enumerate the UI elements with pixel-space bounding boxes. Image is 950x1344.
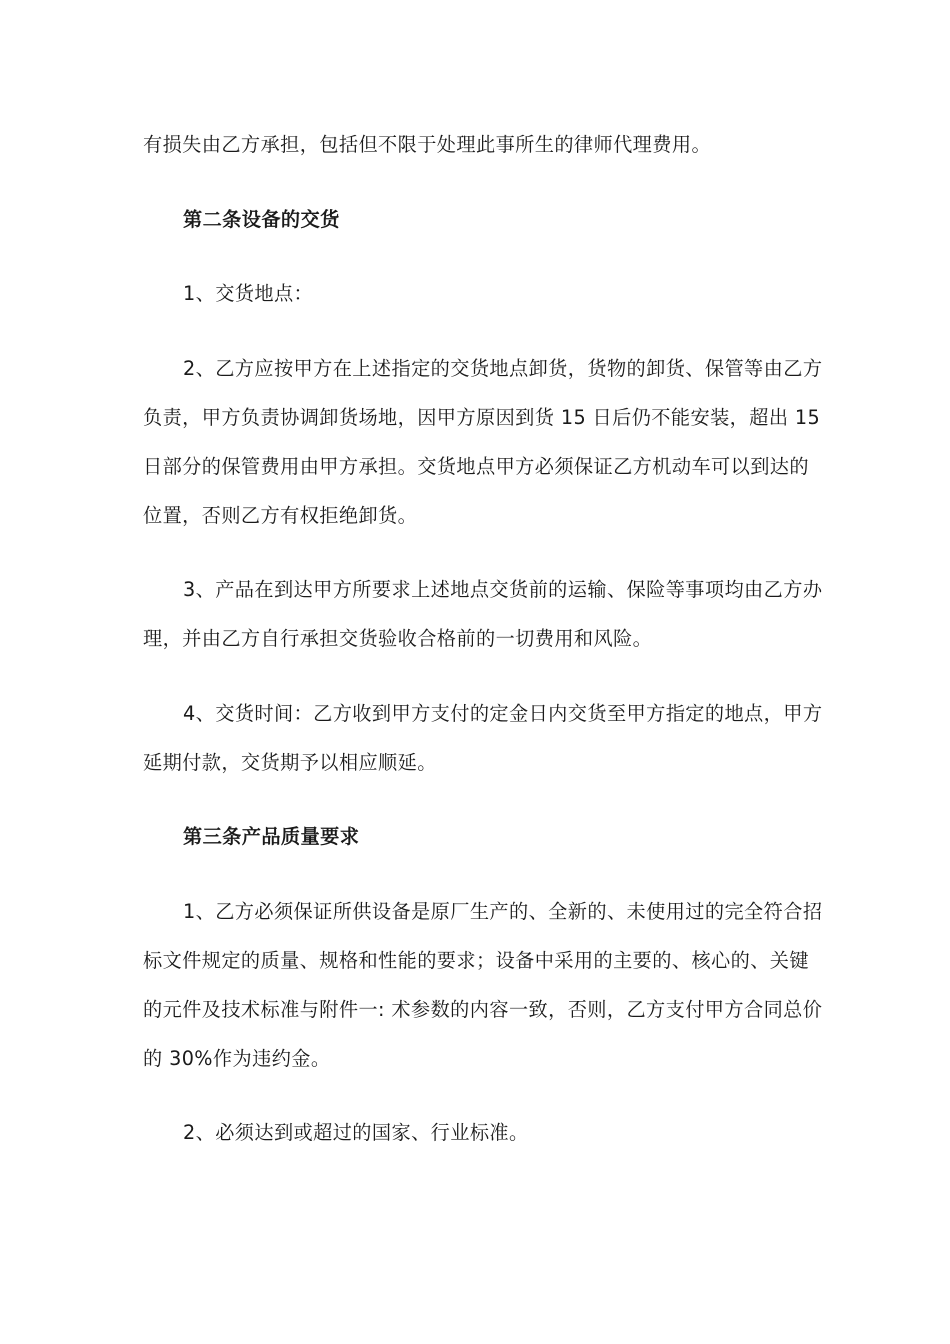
text-line: 位置，否则乙方有权拒绝卸货。 xyxy=(143,503,418,527)
text-line: 负责，甲方负责协调卸货场地，因甲方原因到货 15 日后仍不能安装，超出 15 xyxy=(143,405,821,429)
text-line: 的元件及技术标准与附件一: 术参数的内容一致，否则，乙方支付甲方合同总价 xyxy=(143,997,823,1021)
paragraph xyxy=(143,1108,823,1157)
paragraph xyxy=(143,269,823,318)
paragraph xyxy=(143,344,823,540)
text-line: 理，并由乙方自行承担交货验收合格前的一切费用和风险。 xyxy=(143,627,653,650)
text-line: 4、交货时间：乙方收到甲方支付的定金日内交货至甲方指定的地点，甲方 xyxy=(183,701,823,725)
text-line: 2、乙方应按甲方在上述指定的交货地点卸货，货物的卸货、保管等由乙方 xyxy=(183,356,823,380)
section-heading xyxy=(143,812,823,861)
text-line: 1、乙方必须保证所供设备是原厂生产的、全新的、未使用过的完全符合招 xyxy=(183,899,823,923)
text-line: 标文件规定的质量、规格和性能的要求；设备中采用的主要的、核心的、关键 xyxy=(143,948,809,972)
text-line: 第二条设备的交货 xyxy=(183,207,340,231)
text-line: 日部分的保管费用由甲方承担。交货地点甲方必须保证乙方机动车可以到达的 xyxy=(143,454,809,478)
document-body xyxy=(143,120,823,1183)
text-line: 延期付款，交货期予以相应顺延。 xyxy=(143,750,437,774)
text-line: 2、必须达到或超过的国家、行业标准。 xyxy=(183,1121,529,1144)
text-line: 第三条产品质量要求 xyxy=(183,825,360,848)
section-heading xyxy=(143,195,823,244)
paragraph xyxy=(143,689,823,787)
paragraph xyxy=(143,887,823,1083)
text-line: 的 30%作为违约金。 xyxy=(143,1046,331,1070)
paragraph xyxy=(143,565,823,663)
text-line: 1、交货地点： xyxy=(183,282,314,305)
text-line: 有损失由乙方承担，包括但不限于处理此事所生的律师代理费用。 xyxy=(143,133,712,156)
paragraph xyxy=(143,120,823,169)
text-line: 3、产品在到达甲方所要求上述地点交货前的运输、保险等事项均由乙方办 xyxy=(183,578,823,601)
